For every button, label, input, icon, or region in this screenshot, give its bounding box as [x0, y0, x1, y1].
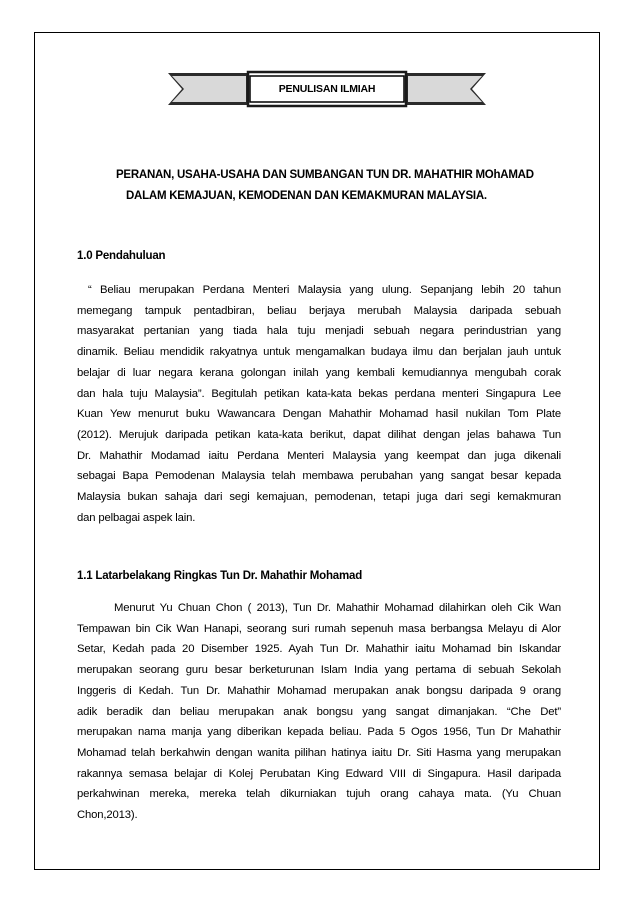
- paragraph-line: masyarakat pertanian yang tiada hala tuju menjadi sebuah negara perindustrian yang: [77, 325, 561, 338]
- document-title: [116, 165, 586, 207]
- paragraph-line: (2012). Merujuk daripada petikan kata-kata berikut, dapat dilihat dengan jelas bahawa Tun: [77, 428, 561, 441]
- paragraph-pendahuluan: [77, 280, 561, 528]
- paragraph-latarbelakang: [77, 598, 561, 826]
- paragraph-line: dinamik. Beliau mendidik rakyatnya untuk mengamalkan budaya ilmu dan berjalan jauh untuk: [77, 346, 561, 359]
- paragraph-line: merupakan nama manja yang diberikan kepada beliau. Pada 5 Ogos 1956, Tun Dr Mahathir: [77, 726, 561, 739]
- paragraph-line: dan pelbagai aspek lain.: [77, 511, 196, 524]
- paragraph-line: memegang tampuk pentadbiran, beliau berjaya merubah Malaysia daripada sebuah: [77, 304, 561, 317]
- title-line-2: DALAM KEMAJUAN, KEMODENAN DAN KEMAKMURAN MALAYSIA.: [126, 190, 487, 202]
- paragraph-line: merupakan seorang guru besar berketurunan Islam India yang pertama di sebuah Sekolah: [77, 664, 561, 677]
- title-banner: [168, 67, 486, 111]
- paragraph-line: Mohamad telah berkahwin dengan wanita pilihan hatinya iaitu Dr. Siti Hasma yang merupakan: [77, 746, 561, 759]
- section-heading-latarbelakang: 1.1 Latarbelakang Ringkas Tun Dr. Mahathir Mohamad: [77, 570, 363, 582]
- title-line-1: PERANAN, USAHA-USAHA DAN SUMBANGAN TUN DR. MAHATHIR MOhAMAD: [116, 169, 534, 181]
- paragraph-line: Menurut Yu Chuan Chon ( 2013), Tun Dr. Mahathir Mohamad dilahirkan oleh Cik Wan: [114, 602, 561, 614]
- banner-label: PENULISAN ILMIAH: [278, 83, 376, 95]
- paragraph-line: perkahwinan mereka, mereka telah dikurniakan tujuh orang cahaya mata. (Yu Chuan: [77, 788, 561, 801]
- paragraph-line: Setar, Kedah pada 20 Disember 1925. Ayah Tun Dr. Mahathir iaitu Mohamad bin Iskandar: [77, 643, 561, 656]
- paragraph-line: dan hala tuju Malaysia”. Begitulah petikan kata-kata bekas perdana menteri Singapura Lee: [77, 387, 561, 400]
- paragraph-line: Inggeris di Kedah. Tun Dr. Mahathir Mohamad merupakan anak bongsu daripada 9 orang: [77, 684, 561, 697]
- paragraph-line: adik beradik dan beliau merupakan anak bongsu yang sangat dimanjakan. “Che Det”: [77, 705, 561, 718]
- paragraph-line: Kuan Yew menurut buku Wawancara Dengan Mahathir Mohamad hasil nukilan Tom Plate: [77, 408, 561, 421]
- paragraph-line: sebagai Bapa Pemodenan Malaysia telah membawa perubahan yang sangat besar kepada: [77, 470, 561, 483]
- paragraph-line: Tempawan bin Cik Wan Hanapi, seorang suri rumah sepenuh masa berbangsa Melayu di Alor: [77, 622, 561, 635]
- paragraph-line: rakannya semasa belajar di Kolej Perubatan King Edward VIII di Singapura. Hasil daripada: [77, 767, 561, 780]
- section-heading-pendahuluan: 1.0 Pendahuluan: [77, 250, 166, 262]
- paragraph-line: belajar di luar negara kerana golongan inilah yang kembali kemudiannya mengubah corak: [77, 366, 561, 379]
- paragraph-line: Malaysia bukan sahaja dari segi kemajuan, pemodenan, tetapi juga dari segi kemakmuran: [77, 491, 561, 504]
- paragraph-line: Chon,2013).: [77, 809, 138, 822]
- paragraph-line: Dr. Mahathir Modamad iaitu Perdana Menteri Malaysia yang keempat dan juga dikenali: [77, 449, 561, 462]
- paragraph-line: “ Beliau merupakan Perdana Menteri Malaysia yang ulung. Sepanjang lebih 20 tahun: [88, 284, 561, 296]
